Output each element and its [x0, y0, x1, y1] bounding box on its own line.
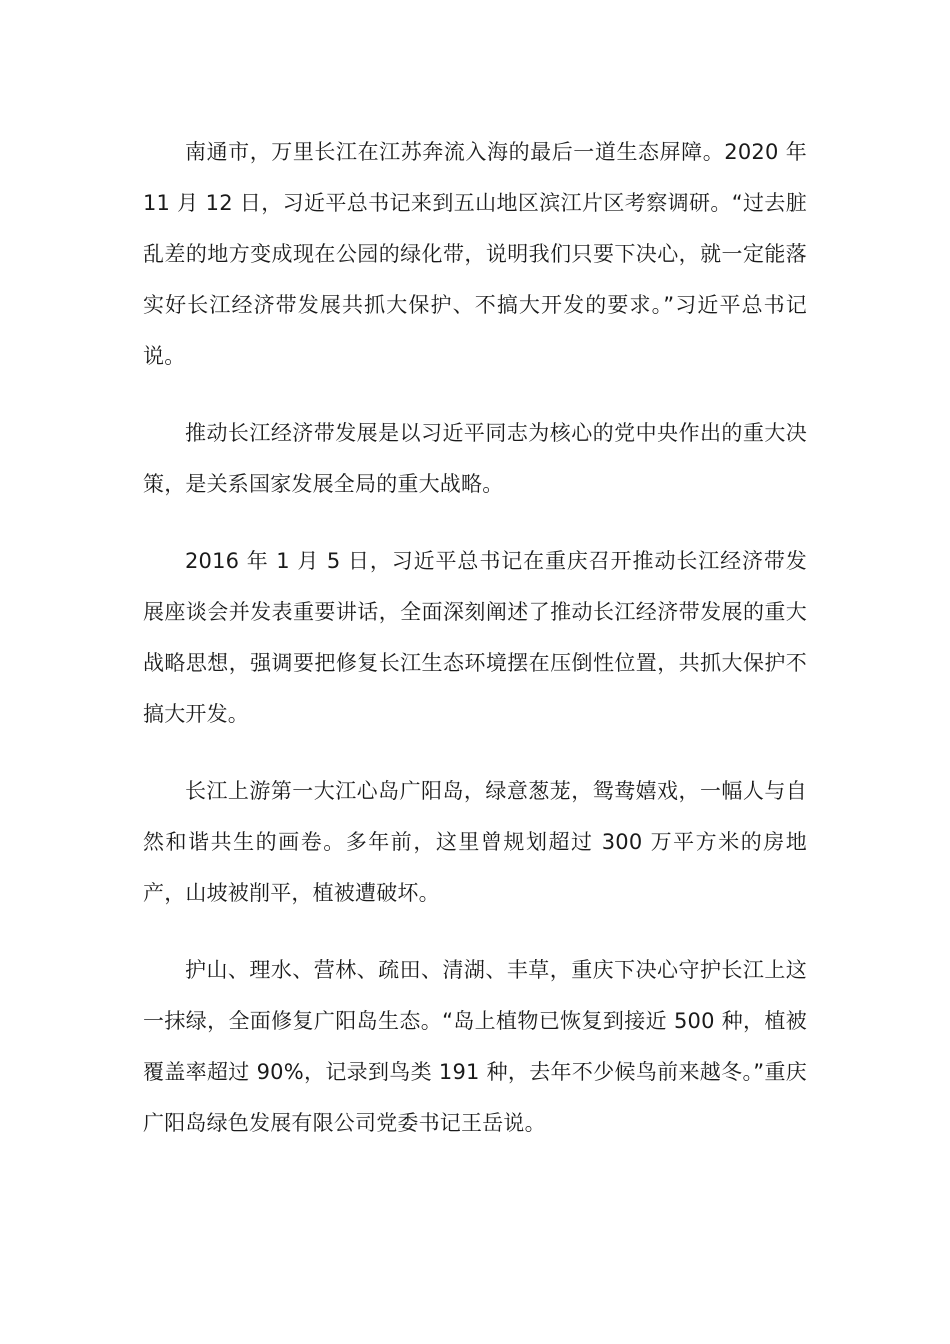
document-body — [143, 127, 807, 1175]
paragraph-chongqing-symposium: 2016 年 1 月 5 日，习近平总书记在重庆召开推动长江经济带发展座谈会并发表重要讲话，全面深刻阐述了推动长江经济带发展的重大战略思想，强调要把修复长江生态环境摆在压倒性位置，共抓大保护不搞大开发。 — [143, 549, 807, 726]
paragraph-strategy: 推动长江经济带发展是以习近平同志为核心的党中央作出的重大决策，是关系国家发展全局的重大战略。 — [143, 421, 807, 496]
paragraph-ecological-restoration: 护山、理水、营林、疏田、清湖、丰草，重庆下决心守护长江上这一抹绿，全面修复广阳岛生态。“岛上植物已恢复到接近 500 种，植被覆盖率超过 90%，记录到鸟类 191 种，去年不少候鸟前来越冬。”重庆广阳岛绿色发展有限公司党委书记王岳说。 — [143, 958, 807, 1135]
paragraph-nantong: 南通市，万里长江在江苏奔流入海的最后一道生态屏障。2020 年 11 月 12 日，习近平总书记来到五山地区滨江片区考察调研。“过去脏乱差的地方变成现在公园的绿化带，说明我们只要下决心，就一定能落实好长江经济带发展共抓大保护、不搞大开发的要求。”习近平总书记说。 — [143, 140, 807, 368]
paragraph-guangyang-island: 长江上游第一大江心岛广阳岛，绿意葱茏，鸳鸯嬉戏，一幅人与自然和谐共生的画卷。多年前，这里曾规划超过 300 万平方米的房地产，山坡被削平，植被遭破坏。 — [143, 779, 807, 905]
